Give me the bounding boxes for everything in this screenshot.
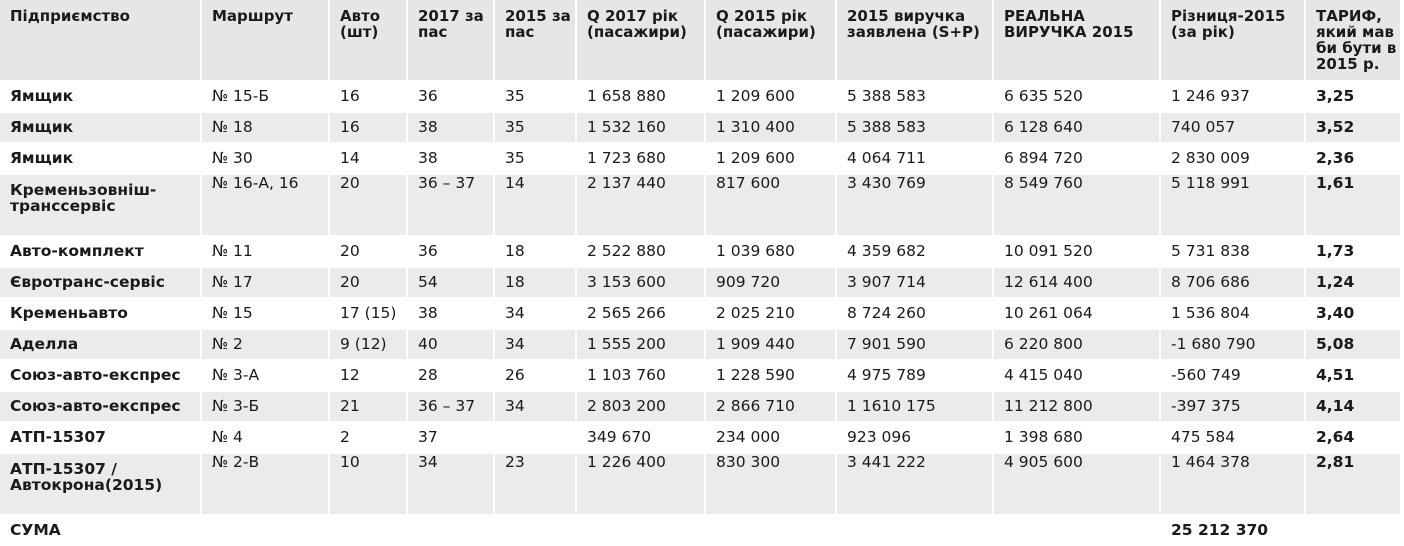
cell-tariff: 3,52 [1305, 112, 1401, 143]
cell-passengers-2015: 234 000 [705, 422, 836, 453]
cell-passengers-2015: 1 228 590 [705, 360, 836, 391]
cell-difference: 5 731 838 [1160, 236, 1305, 267]
cell-company: Авто-комплект [0, 236, 201, 267]
cell-difference: -560 749 [1160, 360, 1305, 391]
cell-fare-2017: 38 [407, 143, 494, 174]
table-row [0, 422, 1401, 453]
cell-text: № 2-В [212, 453, 260, 471]
cell-declared-revenue: 5 388 583 [836, 112, 993, 143]
cell-passengers-2017: 1 723 680 [576, 143, 705, 174]
table-row [0, 143, 1401, 174]
cell-passengers-2015: 1 310 400 [705, 112, 836, 143]
cell-difference: -1 680 790 [1160, 329, 1305, 360]
cell-passengers-2015: 1 909 440 [705, 329, 836, 360]
cell-text: АТП-15307 / Автокрона(2015) [10, 460, 163, 494]
cell-vehicles: 14 [329, 143, 407, 174]
cell-real-revenue [993, 174, 1160, 236]
cell-text: 5 118 991 [1171, 174, 1250, 192]
cell-company: Кременьавто [0, 298, 201, 329]
cell-text: 2,81 [1316, 453, 1355, 471]
cell-tariff: 5,08 [1305, 329, 1401, 360]
cell-route [201, 453, 329, 515]
cell-fare-2017: 37 [407, 422, 494, 453]
header-passengers-2015: Q 2015 рік (пасажири) [705, 0, 836, 81]
table-row [0, 112, 1401, 143]
header-difference: Різниця-2015 (за рік) [1160, 0, 1305, 81]
cell-vehicles: 17 (15) [329, 298, 407, 329]
cell-text: Кременьзовніш-транссервіс [10, 181, 157, 215]
cell-real-revenue [993, 453, 1160, 515]
cell-tariff: 1,73 [1305, 236, 1401, 267]
cell-passengers-2017: 1 555 200 [576, 329, 705, 360]
cell-declared-revenue: 1 1610 175 [836, 391, 993, 422]
cell-vehicles: 20 [329, 236, 407, 267]
cell-passengers-2015 [705, 174, 836, 236]
cell-passengers-2017: 2 565 266 [576, 298, 705, 329]
cell-tariff: 2,36 [1305, 143, 1401, 174]
cell-real-revenue: 6 635 520 [993, 81, 1160, 112]
cell-passengers-2015: 909 720 [705, 267, 836, 298]
table-row [0, 453, 1401, 515]
cell-route: № 4 [201, 422, 329, 453]
cell-route: № 3-А [201, 360, 329, 391]
cell-real-revenue: 6 128 640 [993, 112, 1160, 143]
cell-fare-2015 [494, 422, 576, 453]
cell-fare-2017: 28 [407, 360, 494, 391]
cell-fare-2017: 40 [407, 329, 494, 360]
cell-difference: 1 536 804 [1160, 298, 1305, 329]
cell-passengers-2017 [576, 174, 705, 236]
total-value: 25 212 370 [1160, 515, 1305, 545]
table-body [0, 81, 1401, 515]
cell-fare-2017: 36 – 37 [407, 391, 494, 422]
cell-fare-2017: 36 [407, 236, 494, 267]
cell-fare-2017: 54 [407, 267, 494, 298]
cell-fare-2015: 34 [494, 391, 576, 422]
cell-company: Союз-авто-експрес [0, 391, 201, 422]
cell-difference: 1 246 937 [1160, 81, 1305, 112]
cell-declared-revenue [836, 174, 993, 236]
cell-text: 8 549 760 [1004, 174, 1083, 192]
header-company: Підприємство [0, 0, 201, 81]
cell-fare-2017: 36 [407, 81, 494, 112]
cell-vehicles: 16 [329, 81, 407, 112]
cell-company: Євротранс-сервіс [0, 267, 201, 298]
cell-declared-revenue: 5 388 583 [836, 81, 993, 112]
cell-declared-revenue [836, 453, 993, 515]
cell-tariff: 3,40 [1305, 298, 1401, 329]
cell-route: № 17 [201, 267, 329, 298]
cell-declared-revenue: 4 359 682 [836, 236, 993, 267]
cell-fare-2015: 34 [494, 298, 576, 329]
cell-text: 20 [340, 174, 360, 192]
table-row [0, 236, 1401, 267]
total-label: СУМА [0, 515, 201, 545]
cell-passengers-2017: 1 103 760 [576, 360, 705, 391]
cell-declared-revenue: 4 975 789 [836, 360, 993, 391]
table-row [0, 81, 1401, 112]
cell-difference: 2 830 009 [1160, 143, 1305, 174]
cell-fare-2015: 26 [494, 360, 576, 391]
cell-declared-revenue: 7 901 590 [836, 329, 993, 360]
cell-difference [1160, 453, 1305, 515]
cell-tariff: 2,64 [1305, 422, 1401, 453]
cell-company [0, 453, 201, 515]
cell-fare-2015: 18 [494, 236, 576, 267]
cell-tariff: 3,25 [1305, 81, 1401, 112]
cell-text: 36 – 37 [418, 174, 476, 192]
cell-passengers-2017: 349 670 [576, 422, 705, 453]
cell-vehicles: 16 [329, 112, 407, 143]
cell-text: 23 [505, 453, 525, 471]
table-row [0, 174, 1401, 236]
cell-passengers-2015: 2 025 210 [705, 298, 836, 329]
cell-real-revenue: 6 894 720 [993, 143, 1160, 174]
header-vehicles: Авто (шт) [329, 0, 407, 81]
cell-text: 1 226 400 [587, 453, 666, 471]
cell-tariff [1305, 174, 1401, 236]
cell-text: 3 430 769 [847, 174, 926, 192]
cell-real-revenue: 11 212 800 [993, 391, 1160, 422]
cell-fare-2015: 18 [494, 267, 576, 298]
cell-fare-2015: 34 [494, 329, 576, 360]
header-declared-revenue: 2015 виручка заявлена (S+P) [836, 0, 993, 81]
cell-text: 2 137 440 [587, 174, 666, 192]
cell-route: № 30 [201, 143, 329, 174]
cell-difference: 740 057 [1160, 112, 1305, 143]
cell-fare-2015: 35 [494, 143, 576, 174]
table-row [0, 267, 1401, 298]
cell-vehicles: 9 (12) [329, 329, 407, 360]
cell-text: 830 300 [716, 453, 781, 471]
cell-passengers-2017 [576, 453, 705, 515]
cell-vehicles: 12 [329, 360, 407, 391]
cell-text: 10 [340, 453, 360, 471]
header-fare-2017: 2017 за пас [407, 0, 494, 81]
cell-declared-revenue: 4 064 711 [836, 143, 993, 174]
header-passengers-2017: Q 2017 рік (пасажири) [576, 0, 705, 81]
cell-difference: 8 706 686 [1160, 267, 1305, 298]
cell-real-revenue: 12 614 400 [993, 267, 1160, 298]
cell-difference: 475 584 [1160, 422, 1305, 453]
cell-tariff: 4,14 [1305, 391, 1401, 422]
cell-vehicles: 21 [329, 391, 407, 422]
table-row [0, 329, 1401, 360]
cell-difference: -397 375 [1160, 391, 1305, 422]
cell-declared-revenue: 8 724 260 [836, 298, 993, 329]
cell-fare-2015 [494, 453, 576, 515]
cell-passengers-2015: 1 039 680 [705, 236, 836, 267]
cell-tariff: 4,51 [1305, 360, 1401, 391]
header-route: Маршрут [201, 0, 329, 81]
cell-passengers-2015 [705, 453, 836, 515]
table-row [0, 360, 1401, 391]
cell-fare-2015: 35 [494, 112, 576, 143]
cell-declared-revenue: 3 907 714 [836, 267, 993, 298]
cell-company: Аделла [0, 329, 201, 360]
cell-route: № 15 [201, 298, 329, 329]
cell-fare-2017: 38 [407, 298, 494, 329]
cell-passengers-2017: 2 803 200 [576, 391, 705, 422]
header-fare-2015: 2015 за пас [494, 0, 576, 81]
cell-text: 3 441 222 [847, 453, 926, 471]
cell-vehicles: 20 [329, 267, 407, 298]
cell-text: 1,61 [1316, 174, 1355, 192]
cell-real-revenue: 4 415 040 [993, 360, 1160, 391]
cell-text: 34 [418, 453, 438, 471]
table-row [0, 298, 1401, 329]
cell-real-revenue: 10 091 520 [993, 236, 1160, 267]
cell-text: 4 905 600 [1004, 453, 1083, 471]
cell-tariff: 1,24 [1305, 267, 1401, 298]
cell-difference [1160, 174, 1305, 236]
cell-vehicles [329, 174, 407, 236]
table-header-row [0, 0, 1401, 81]
cell-text: 1 464 378 [1171, 453, 1250, 471]
cell-passengers-2017: 3 153 600 [576, 267, 705, 298]
cell-text: 14 [505, 174, 525, 192]
cell-vehicles [329, 453, 407, 515]
cell-passengers-2017: 1 532 160 [576, 112, 705, 143]
cell-fare-2015 [494, 174, 576, 236]
cell-fare-2017 [407, 453, 494, 515]
cell-real-revenue: 10 261 064 [993, 298, 1160, 329]
cell-passengers-2015: 1 209 600 [705, 143, 836, 174]
cell-real-revenue: 6 220 800 [993, 329, 1160, 360]
cell-company: Ямщик [0, 81, 201, 112]
cell-route: № 2 [201, 329, 329, 360]
cell-company: Ямщик [0, 143, 201, 174]
cell-passengers-2017: 1 658 880 [576, 81, 705, 112]
cell-fare-2015: 35 [494, 81, 576, 112]
cell-company: Ямщик [0, 112, 201, 143]
cell-route: № 3-Б [201, 391, 329, 422]
cell-passengers-2017: 2 522 880 [576, 236, 705, 267]
cell-fare-2017 [407, 174, 494, 236]
cell-passengers-2015: 1 209 600 [705, 81, 836, 112]
table-row [0, 391, 1401, 422]
cell-text: № 16-А, 16 [212, 174, 299, 192]
cell-route [201, 174, 329, 236]
cell-tariff [1305, 453, 1401, 515]
cell-route: № 11 [201, 236, 329, 267]
cell-route: № 18 [201, 112, 329, 143]
header-tariff: ТАРИФ, який мав би бути в 2015 р. [1305, 0, 1401, 81]
cell-company [0, 174, 201, 236]
cell-declared-revenue: 923 096 [836, 422, 993, 453]
cell-route: № 15-Б [201, 81, 329, 112]
cell-vehicles: 2 [329, 422, 407, 453]
cell-company: АТП-15307 [0, 422, 201, 453]
cell-fare-2017: 38 [407, 112, 494, 143]
cell-passengers-2015: 2 866 710 [705, 391, 836, 422]
cell-real-revenue: 1 398 680 [993, 422, 1160, 453]
cell-company: Союз-авто-експрес [0, 360, 201, 391]
header-real-revenue: РЕАЛЬНА ВИРУЧКА 2015 [993, 0, 1160, 81]
cell-text: 817 600 [716, 174, 781, 192]
